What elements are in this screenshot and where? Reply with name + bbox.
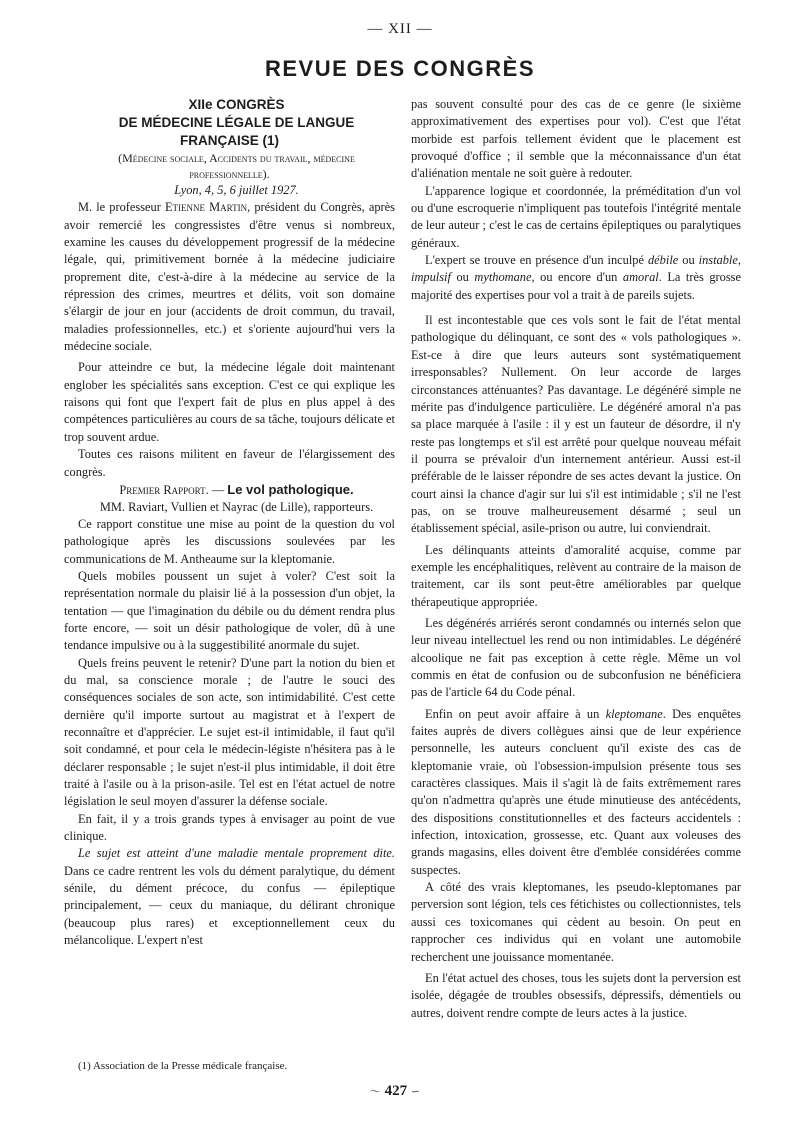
right-paragraph-9: En l'état actuel des choses, tous les sujets dont la perversion est isolée, dégagée de troubles obsessifs, dépressifs, démentiels ou autres, doivent rendre compte de leurs actes à la justice. — [411, 970, 741, 1020]
term-debile: débile — [647, 253, 679, 268]
rp7-a: Enfin on peut avoir affaire à un — [425, 706, 606, 721]
president-name: Etienne Martin — [164, 200, 248, 215]
ornament-left: 〜 — [369, 1086, 381, 1098]
body-paragraph-5 — [64, 845, 395, 949]
ornament-right: ∽ — [410, 1086, 421, 1098]
dateline: Lyon, 4, 5, 6 juillet 1927. — [174, 183, 299, 197]
body-paragraph-2: Quels mobiles poussent un sujet à voler? C'est soit la représentation normale du plaisir lié à la possession d'un objet, la tentation — que l'imagination du débile ou du dément rendra plus forte encore, — soit un désir pathologique de voler, dû à une tendance impulsive ou à la suggestibilité anormale du sujet. — [64, 568, 395, 653]
rp3-e: , ou encore d'un — [531, 270, 623, 285]
rp3-b: ou — [678, 253, 699, 268]
right-column — [411, 96, 741, 1022]
right-paragraph-1: pas souvent consulté pour des cas de ce genre (le sixième approximativement des expertises pour vol). C'est que l'état morbide est parfois tellement évident que le placement est provoqué d'office ; il semble que la méconnaissance d'un état d'aliénation mentale ne soit guère à redouter. — [411, 97, 741, 181]
congress-subheading: (Médecine sociale, Accidents du travail, médecine professionnelle). — [118, 151, 355, 181]
congress-heading-line2: DE MÉDECINE LÉGALE DE LANGUE FRANÇAISE (1) — [118, 115, 355, 148]
report-authors: MM. Raviart, Vullien et Nayrac (de Lille), rapporteurs. — [99, 499, 374, 514]
journal-title: REVUE DES CONGRÈS — [265, 56, 535, 81]
right-paragraph-4: Il est incontestable que ces vols sont le fait de l'état mental pathologique du délinquant, ce sont des « vols pathologiques ». Est-ce à dire que leurs auteurs sont systématiquement irresponsables? Nullement. On leur accorde de larges circonstances atténuantes? Pas davantage. Le dégénéré simple ne mérite pas d'indulgence particulière. Le dégénéré amoral n'a pas sa place marquée à l'asile : il y est un fauteur de désordre, il n'y reste pas longtemps et s'il est arrêté pour quelque nouveau méfait il pourra se prévaloir d'un internement antérieur. Aussi est-il préférable de le laisser répondre de ses actes devant la justice. On court ainsi la chance d'agir sur lui s'il est intimidable ; s'il ne l'est pas, on se trouve malheureusement désarmé ; seul un établissement spécial, asile-prison ou autre, lui conviendrait. — [411, 313, 741, 536]
intro-p1-start: M. le professeur — [78, 200, 165, 215]
report-dash: — — [208, 482, 228, 497]
term-mythomane: mythomane — [474, 270, 532, 285]
report-title — [64, 481, 395, 499]
rp3-f: . La très grosse majorité des expertises pour vol a trait à de pareils sujets. — [411, 270, 741, 302]
mental-illness-phrase: Le sujet est atteint d'une maladie mentale proprement dite. — [78, 846, 395, 861]
term-amoral: amoral — [622, 270, 659, 285]
body-paragraph-3: Quels freins peuvent le retenir? D'une part la notion du bien et du mal, sa conscience morale ; de l'autre le souci des conséquences sociales de son acte, son intimidabilité. C'est cette dernière qu'il importe surtout au magistrat et à l'expert de reconnaître et d'apprécier. Le sujet est-il intimidable, il faut qu'il soit condamné, et pour cela le médecin-légiste n'hésitera pas à le déclarer responsable ; le sujet n'est-il plus intimidable, il doit être traité à l'asile ou à la prison-asile. Tel est en l'état actuel de notre législation le seul moyen d'assurer la défense sociale. — [64, 655, 395, 809]
term-instable: instable — [698, 253, 738, 268]
body-paragraph-4: En fait, il y a trois grands types à envisager au point de vue clinique. — [64, 811, 395, 844]
right-paragraph-2: L'apparence logique et coordonnée, la préméditation d'un vol ou d'une escroquerie n'impliquent pas toutefois l'intégrité mentale de leur auteur ; c'est le cas de certains épileptiques ou paralytiques généraux. — [411, 183, 741, 250]
body-p5-rest: Dans ce cadre rentrent les vols du dément paralytique, du dément sénile, du dément précoce, du confus — épileptique principalement, — ceux du maniaque, du délirant chronique (beaucoup plus rares) et exceptionnellement ceux du mélancolique. L'expert n'est — [64, 863, 395, 948]
right-paragraph-7 — [411, 706, 741, 879]
rp3-c: , — [737, 253, 741, 268]
intro-paragraph-2: Pour atteindre ce but, la médecine légale doit maintenant englober les spécialités sans exception. C'est ce qui explique les raisons qui font que l'expert fait de plus en plus appel à des compétences particulières au cours de sa tâche, toujours délicate et trop souvent ardue. — [64, 360, 395, 444]
folio-number: 427 — [384, 1083, 408, 1099]
rp3-a: L'expert se trouve en présence d'un inculpé — [425, 253, 648, 268]
left-column — [64, 96, 395, 949]
intro-p1-rest: , président du Congrès, après avoir remercié les congressistes d'être venus si nombreux, examine les causes du développement progressif de la médecine légale, qui, primitivement bornée à la médecine judiciaire proprement dite, c'est-à-dire à la médecine au service de la répression des crimes, meurtres et délits, voit son domaine s'élargir de jour en jour (accidents de droit commun, du travail, maladies professionnelles, etc.) et s'oriente aujourd'hui vers la médecine sociale. — [64, 200, 395, 354]
right-paragraph-6: Les dégénérés arriérés seront condamnés ou internés selon que leur niveau intellectuel les rend ou non intimidables. Le dégénéré alcoolique ne fait pas exception à cette règle. Même un vol commis en état de confusion ou de subconfusion ne bénéficiera pas de l'article 64 du Code pénal. — [411, 615, 741, 700]
body-paragraph-1: Ce rapport constitue une mise au point de la question du vol pathologique après les discussions soulevées par les communications de M. Antheaume sur la kleptomanie. — [64, 516, 395, 566]
right-paragraph-5: Les délinquants atteints d'amoralité acquise, comme par exemple les encéphalitiques, relèvent au contraire de la maison de traitement, car ils sont peut-être améliorables par quelque thérapeutique appropriée. — [411, 542, 741, 609]
page-number: — XII — — [367, 21, 433, 37]
rp7-b: . Des enquêtes faites auprès de divers collègues ainsi que de leur expérience personnelle, les auteurs concluent qu'il existe des cas de kleptomanie vraie, où l'obsession-impulsion présente tous ses caractères classiques. Mais il s'agit là de faits extrêmement rares qu'on n'admettra qu'après une étude minutieuse des antécédents, des dispositions constitutionnelles et des facteurs accidentels : infection, intoxication, grossesse, etc. Quant aux voleuses des grands magasins, elles doivent être d'emblée considérées comme suspectes. — [411, 706, 741, 877]
folio — [335, 1083, 455, 1100]
rp3-d: ou — [450, 270, 475, 285]
intro-paragraph-3: Toutes ces raisons militent en faveur de l'élargissement des congrès. — [64, 447, 395, 479]
report-subject: Le vol pathologique. — [227, 481, 354, 497]
term-impulsif: impulsif — [411, 270, 451, 285]
report-label: Premier Rapport. — [119, 482, 209, 497]
footnote: (1) Association de la Presse médicale française. — [78, 1060, 288, 1072]
right-paragraph-8: A côté des vrais kleptomanes, les pseudo-kleptomanes par perversion sont légion, tels ces fétichistes ou collectionnistes, tels aussi ces toxicomanes qui cèdent au besoin. On peut en rapprocher ces individus qui en volant une automobile recherchent une jouissance momentanée. — [411, 880, 741, 964]
right-paragraph-3 — [411, 252, 741, 304]
intro-paragraph-1 — [64, 199, 395, 355]
congress-heading-line1: XIIe CONGRÈS — [188, 97, 285, 112]
term-kleptomane: kleptomane — [605, 706, 663, 721]
